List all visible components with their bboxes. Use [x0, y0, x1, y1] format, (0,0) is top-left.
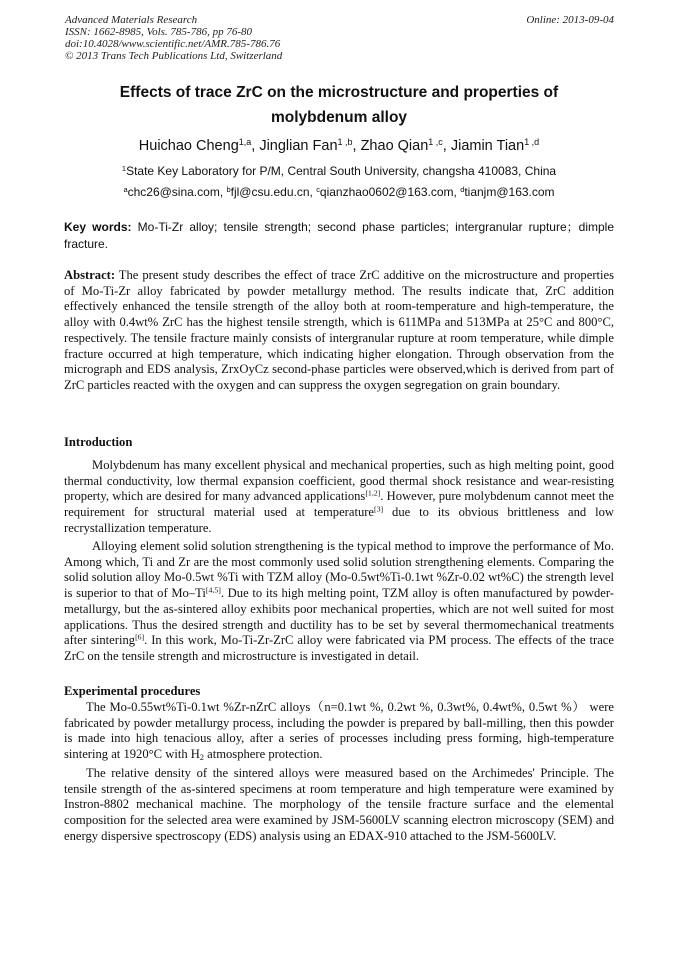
- author-list: [60, 136, 618, 156]
- email-mark: a: [123, 184, 128, 194]
- email-mark: c: [316, 184, 320, 194]
- author-affiliation-mark: 1 ,c: [428, 137, 443, 148]
- paragraph-text: The Mo-0.55wt%Ti-0.1wt %Zr-nZrC alloys（n=0.1wt %, 0.2wt %, 0.3wt%, 0.4wt%, 0.5wt %） were fabricated by powder metallurgy process, including the powder is prepared by ball-milling, then this powder is made into high tenacious alloy, after a series of processes including press forming, high-temperature sintering at 1920°C with H: [64, 700, 614, 762]
- email-address[interactable]: qianzhao0602@163.com,: [319, 185, 461, 199]
- author-name: Huichao Cheng: [138, 138, 239, 154]
- author-separator: ,: [352, 138, 361, 154]
- abstract-label: Abstract:: [64, 268, 116, 282]
- citation-ref[interactable]: [6]: [135, 632, 145, 642]
- online-date: Online: 2013-09-04: [526, 14, 614, 26]
- paragraph-text: Molybdenum has many excellent physical and mechanical properties, such as high melting point, good thermal conductivity, low thermal expansion coefficient, good thermal shock resistance and wear-resisting property, which are desired for many advanced applications: [64, 458, 614, 504]
- introduction-paragraph-1: [64, 458, 614, 537]
- affiliation-text: State Key Laboratory for P/M, Central South University, changsha 410083, China: [126, 164, 557, 178]
- email-mark: d: [460, 184, 465, 194]
- author-name: Jinglian Fan: [259, 138, 338, 154]
- paragraph-text: . Due to its high melting point, TZM alloy is often manufactured by powder-metallurgy, but the as-sintered alloy exhibits poor mechanical properties, which are not well suited for most applications. Thus the desired strength and ductility has to be set by several thermomechanical treatments after sintering: [64, 586, 614, 648]
- citation-ref[interactable]: [4,5]: [205, 585, 221, 595]
- abstract: [64, 268, 614, 394]
- paragraph-text: . However, pure molybdenum cannot meet the requirement for structural material used at temperature: [64, 489, 614, 520]
- paragraph-text: due to its obvious brittleness and low recrystallization temperature.: [64, 505, 614, 535]
- experimental-paragraph-2: The relative density of the sintered alloys were measured based on the Archimedes' Principle. The tensile strength of the as-sintered specimens at room temperature and high temperature were examined by Instron-8802 mechanical machine. The morphology of the tensile fracture surface and the elemental composition for the selected area were examined by JSM-5600LV scanning electron microscopy (SEM) and energy dispersive spectroscopy (EDS) analysis using an EDAX-910 attached to the JSM-5600LV.: [64, 766, 614, 843]
- introduction-paragraph-2: [64, 539, 614, 665]
- journal-name: Advanced Materials Research: [65, 14, 198, 26]
- doi-link[interactable]: doi:10.4028/www.scientific.net/AMR.785-786.76: [65, 38, 281, 50]
- email-address[interactable]: tianjm@163.com: [464, 185, 555, 199]
- author-affiliation-mark: 1 ,d: [524, 137, 540, 148]
- journal-header: [65, 14, 282, 62]
- experimental-paragraph-1: [64, 700, 614, 763]
- keywords-label: Key words:: [64, 220, 132, 234]
- copyright-line: © 2013 Trans Tech Publications Ltd, Switzerland: [65, 50, 283, 62]
- paragraph-text: atmosphere protection.: [203, 747, 323, 762]
- author-name: Jiamin Tian: [450, 138, 525, 154]
- author-separator: ,: [442, 138, 451, 154]
- citation-ref[interactable]: [3]: [374, 504, 384, 514]
- keywords: [64, 219, 614, 253]
- subscript: 2: [199, 753, 204, 763]
- paragraph-text: . In this work, Mo-Ti-Zr-ZrC alloy were fabricated via PM process. The effects of the trace ZrC on the tensile strength and microstructure is investigated in detail.: [64, 633, 614, 663]
- paragraph-text: Alloying element solid solution strengthening is the typical method to improve the performance of Mo. Among which, Ti and Zr are the most commonly used solid solution strengthening elements. Comparing the solid solution alloy Mo-0.5wt %Ti with TZM alloy (Mo-0.5wt%Ti-0.1wt %Zr-0.02 wt%C) the strength level is superior to that of Mo–Ti: [64, 539, 614, 601]
- author-name: Zhao Qian: [360, 138, 429, 154]
- email-address[interactable]: chc26@sina.com,: [127, 185, 227, 199]
- experimental-heading: Experimental procedures: [64, 684, 201, 698]
- author-affiliation-mark: 1,a: [238, 137, 252, 148]
- author-affiliation-mark: 1 ,b: [337, 137, 353, 148]
- title-line-2: molybdenum alloy: [270, 109, 408, 126]
- affiliation: [60, 163, 618, 180]
- paper-title: [60, 80, 618, 130]
- email-mark: b: [226, 184, 231, 194]
- introduction-heading: Introduction: [64, 435, 133, 449]
- issn-line: ISSN: 1662-8985, Vols. 785-786, pp 76-80: [65, 26, 252, 38]
- email-list: [60, 184, 618, 201]
- affiliation-mark: 1: [121, 163, 127, 173]
- citation-ref[interactable]: [1,2]: [365, 489, 381, 499]
- abstract-text: The present study describes the effect of trace ZrC additive on the microstructure and properties of Mo-Ti-Zr alloy fabricated by powder metallurgy method. The results indicate that, ZrC addition effectively enhanced the tensile strength of the alloy both at room-temperature and high-temperature, the alloy with 0.4wt% ZrC has the highest tensile strength, which is 611MPa and 513MPa at 25°C and 800°C, respectively. The tensile fracture mainly consists of intergranular rupture at room temperature, while dimple fracture occurred at high temperature, which indicating higher elongation. Through observation from the micrograph and EDS analysis, ZrxOyCz second-phase particles were observed,which is derived from part of ZrC particles reacted with the oxygen and can suppress the oxygen segregation on grain boundary.: [64, 268, 614, 392]
- author-separator: ,: [251, 138, 260, 154]
- email-address[interactable]: fjl@csu.edu.cn,: [230, 185, 317, 199]
- keywords-text: Mo-Ti-Zr alloy; tensile strength; second phase particles; intergranular rupture；dimple fracture.: [64, 220, 615, 251]
- title-line-1: Effects of trace ZrC on the microstructure and properties of: [119, 84, 559, 101]
